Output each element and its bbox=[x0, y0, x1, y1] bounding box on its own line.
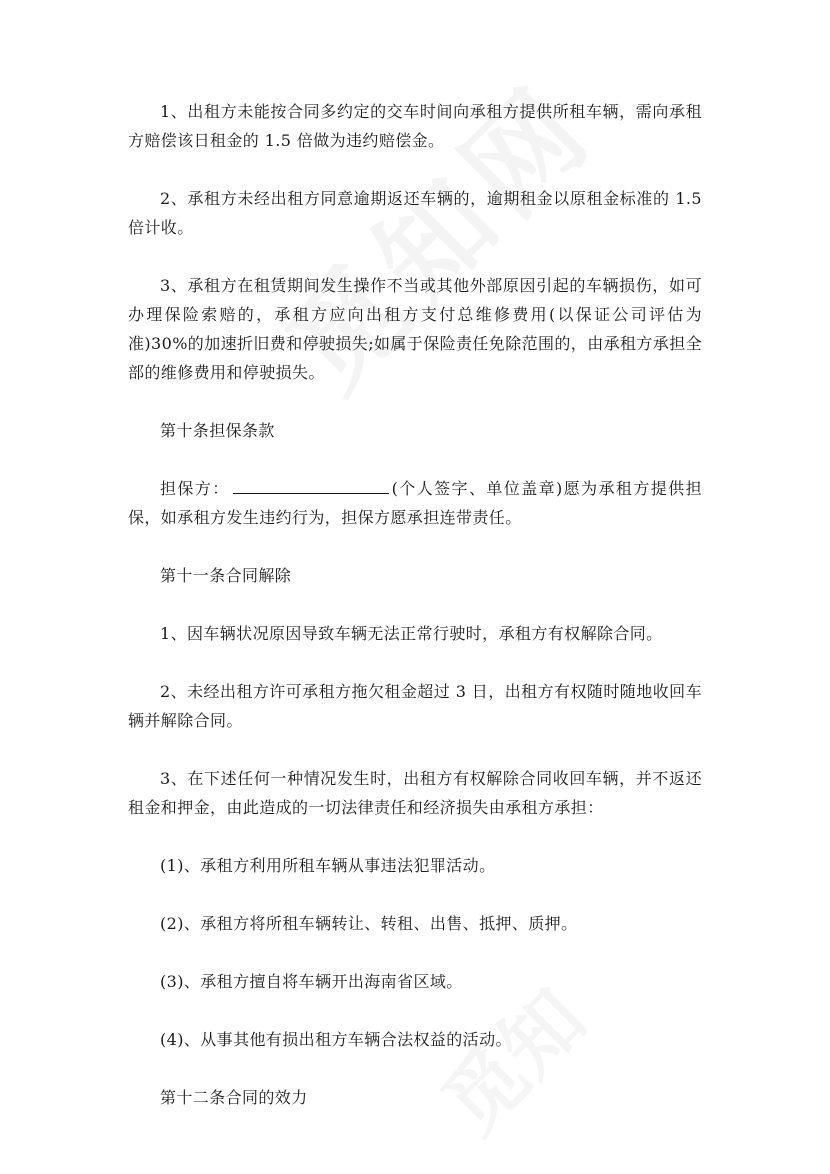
list-item: (2)、承租方将所租车辆转让、转租、出售、抵押、质押。 bbox=[160, 914, 578, 933]
section-heading: 第十二条合同的效力 bbox=[160, 1088, 308, 1107]
clause-paragraph: 2、承租方未经出租方同意逾期返还车辆的，逾期租金以原租金标准的 1.5 倍计收。 bbox=[128, 189, 702, 237]
section-heading: 第十条担保条款 bbox=[160, 421, 275, 440]
list-item: (1)、承租方利用所租车辆从事违法犯罪活动。 bbox=[160, 856, 496, 875]
guarantee-paragraph bbox=[128, 474, 702, 532]
clause-paragraph: 3、在下述任何一种情况发生时，出租方有权解除合同收回车辆，并不返还租金和押金，由此造成的一切法律责任和经济损失由承租方承担： bbox=[128, 769, 702, 817]
section-heading: 第十一条合同解除 bbox=[160, 566, 292, 585]
guarantee-text: (个人签字、单位盖章)愿为承租方提供担保，如承租方发生违约行为，担保方愿承担连带责任。 bbox=[128, 479, 702, 527]
list-item: (4)、从事其他有损出租方车辆合法权益的活动。 bbox=[160, 1030, 512, 1049]
signature-blank bbox=[233, 475, 389, 494]
clause-paragraph: 3、承租方在租赁期间发生操作不当或其他外部原因引起的车辆损伤，如可办理保险索赔的，承租方应向出租方支付总维修费用(以保证公司评估为准)30%的加速折旧费和停驶损失;如属于保险责任免除范围的，由承租方承担全部的维修费用和停驶损失。 bbox=[128, 276, 702, 382]
clause-paragraph: 1、出租方未能按合同多约定的交车时间向承租方提供所租车辆，需向承租方赔偿该日租金的 1.5 倍做为违约赔偿金。 bbox=[128, 102, 702, 150]
list-item: (3)、承租方擅自将车辆开出海南省区域。 bbox=[160, 972, 463, 991]
guarantee-label: 担保方： bbox=[160, 479, 230, 498]
clause-paragraph: 1、因车辆状况原因导致车辆无法正常行驶时，承租方有权解除合同。 bbox=[160, 624, 663, 643]
clause-paragraph: 2、未经出租方许可承租方拖欠租金超过 3 日，出租方有权随时随地收回车辆并解除合同。 bbox=[128, 682, 702, 730]
